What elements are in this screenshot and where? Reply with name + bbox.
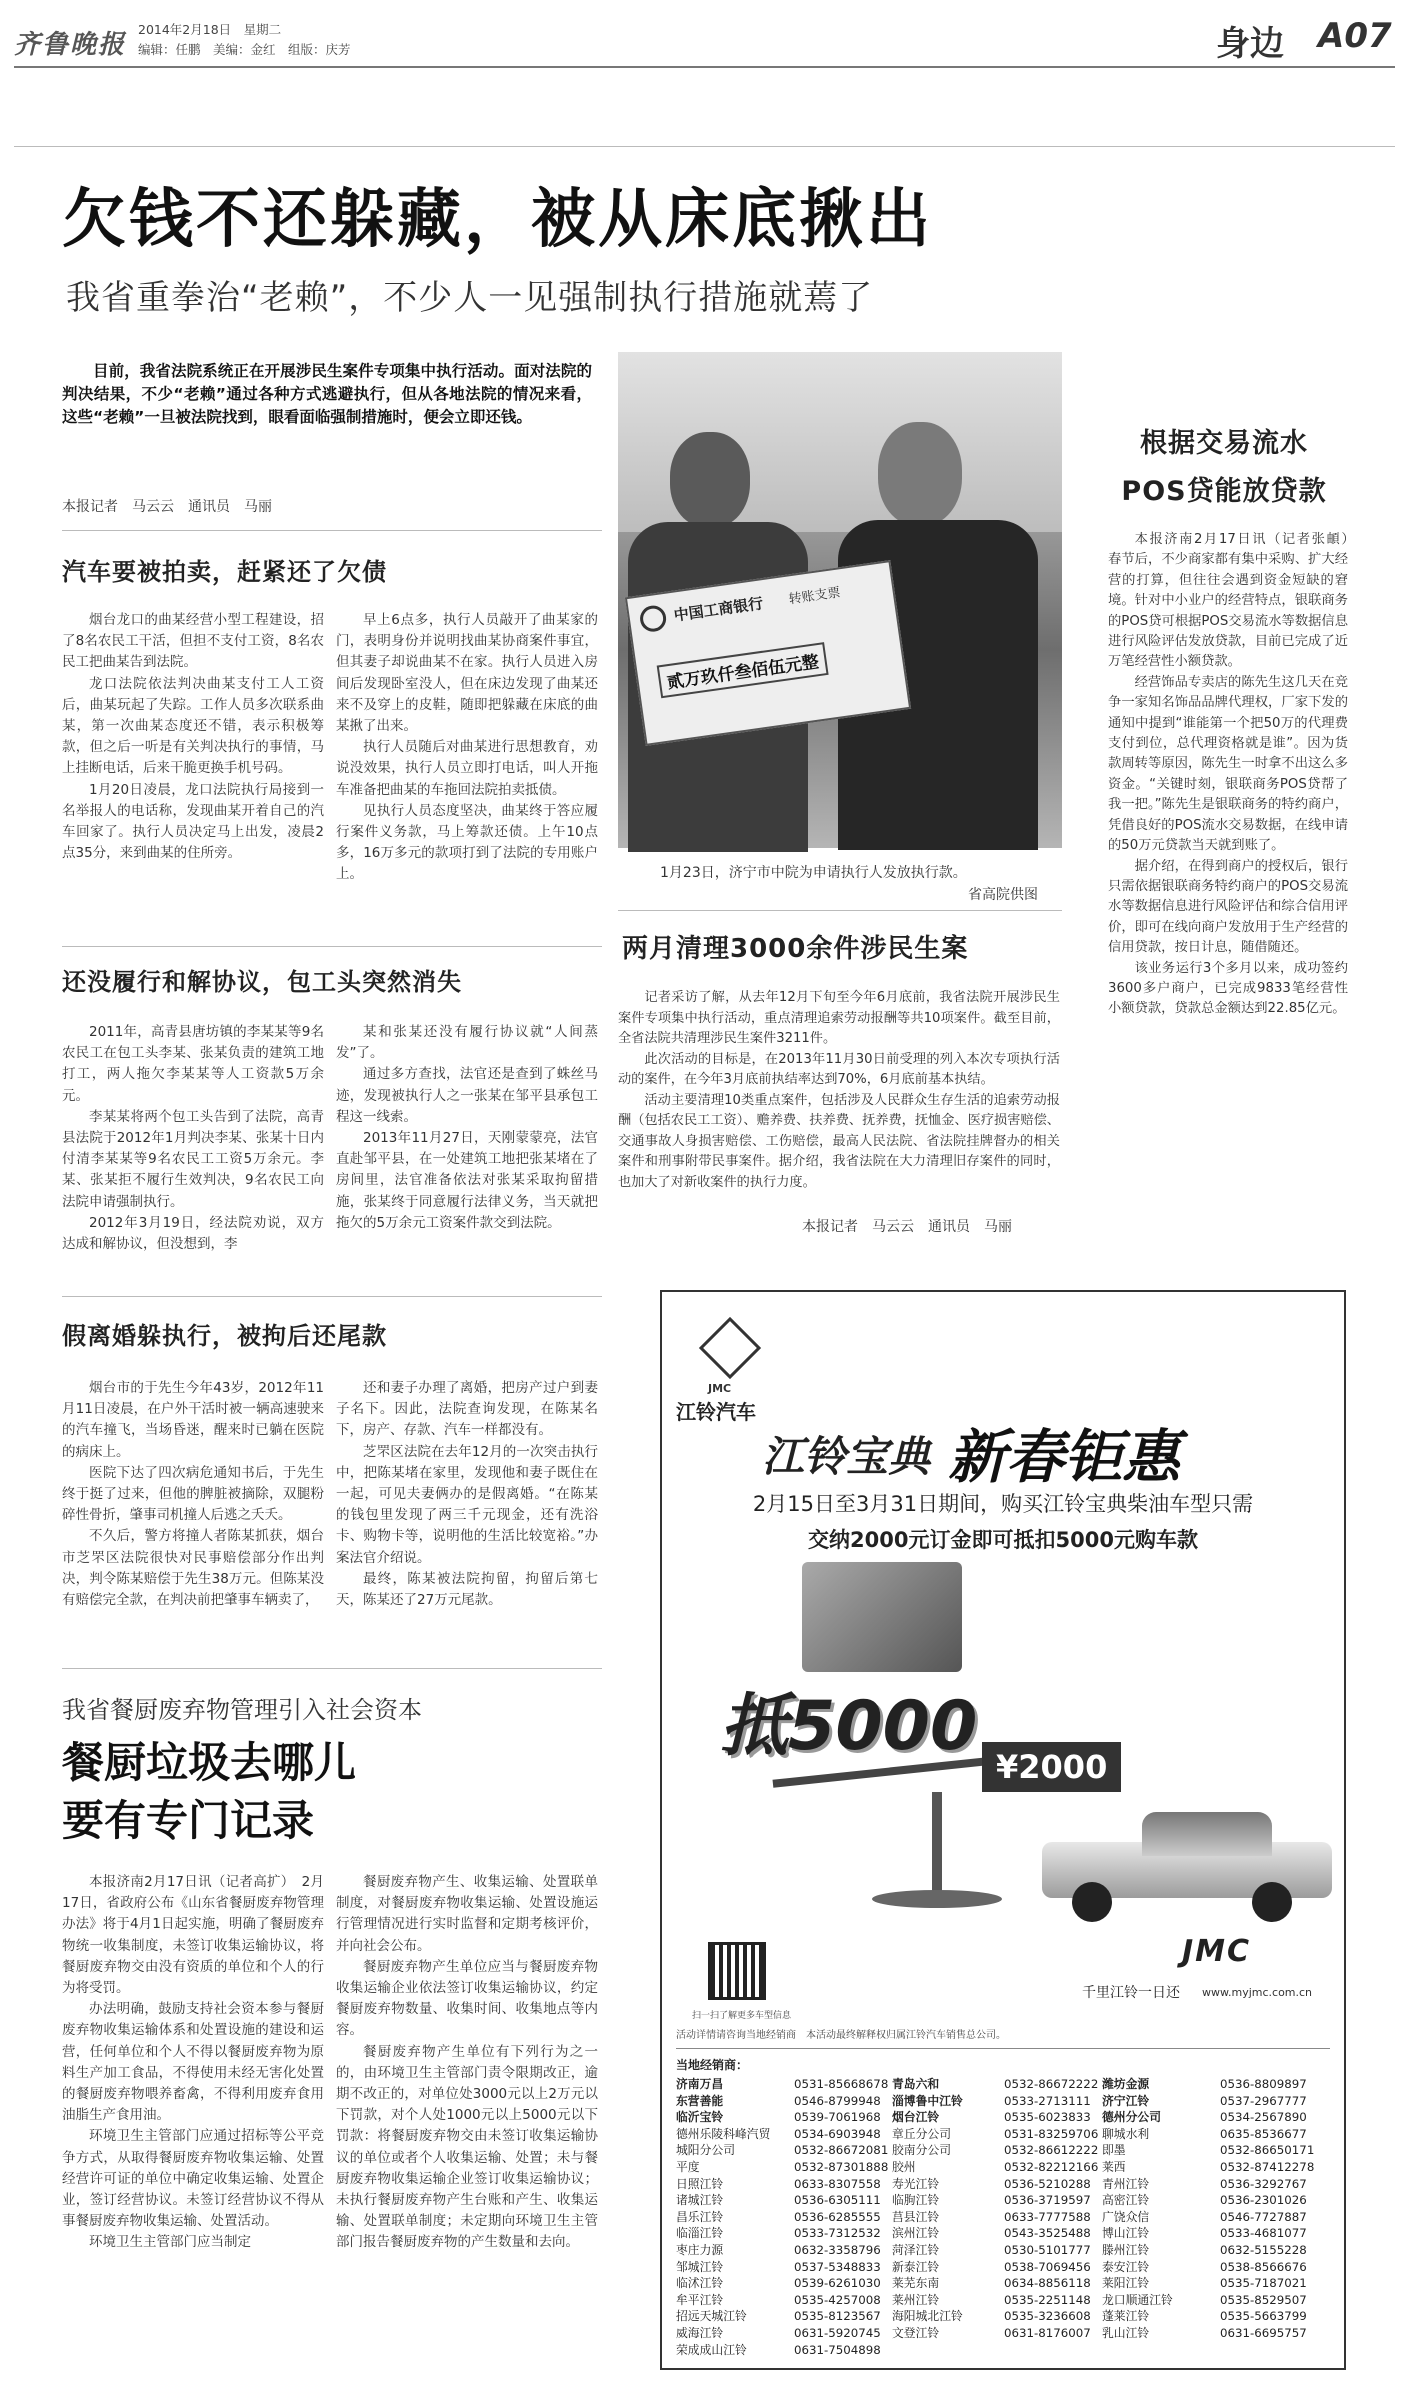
dealer-row (676, 2275, 1336, 2292)
story3-col2 (336, 1378, 598, 1660)
dealer-row (676, 2325, 1336, 2342)
dealer-name: 莱芜东南 (892, 2276, 940, 2291)
story1-col2 (336, 610, 598, 940)
gift-box-graphic (802, 1562, 962, 1672)
qr-code-icon (708, 1942, 766, 2000)
dealer-name: 城阳分公司 (676, 2143, 735, 2158)
dealer-phone (1220, 2342, 1320, 2359)
dealer-name: 潍坊金源 (1102, 2077, 1150, 2091)
header-rule (14, 66, 1395, 68)
dealer-phone: 0536-6305111 (794, 2193, 881, 2208)
dealer-name: 寿光江铃 (892, 2176, 940, 2191)
lead-byline: 本报记者 马云云 通讯员 马丽 (62, 499, 272, 515)
paragraph: 据介绍，在得到商户的授权后，银行只需依据银联商务特约商户的POS交易流水等数据信息进行风险评估和综合信用评价，即可在线向商户发放用于生产经营的信用贷款，按日计息，随借随还。 (1108, 858, 1348, 956)
dealer-phone: 0631-5920745 (794, 2325, 881, 2340)
dealer-phone: 0532-82212166 (1004, 2159, 1099, 2174)
story6-col1 (62, 1872, 324, 2378)
dealer-phone: 0631-6695757 (1220, 2325, 1307, 2340)
dealer-name: 临沭江铃 (676, 2276, 724, 2291)
dealer-name: 临淄江铃 (676, 2226, 724, 2241)
paragraph: 经营饰品专卖店的陈先生这几天在竞争一家知名饰品品牌代理权，厂家下发的通知中提到“谁能第一个把50万的代理费支付到位，总代理资格就是谁”。因为货款周转等原因，陈先生一时拿不出这么多资金。“关键时刻，银联商务POS贷帮了我一把。”陈先生是银联商务的特约商户，凭借良好的POS流水交易数据，在线申请的50万元贷款当天就到账了。 (1108, 674, 1348, 854)
ad-big-offer: 抵5000 (720, 1687, 978, 1766)
paragraph: 烟台市的于先生今年43岁，2012年11月11日凌晨，在户外干活时被一辆高速驶来的汽车撞飞，当场昏迷，醒来时已躺在医院的病床上。 (62, 1380, 324, 1460)
dealer-phone: 0537-2967777 (1220, 2093, 1307, 2108)
story5-body (1108, 530, 1362, 1230)
dealer-row (676, 2192, 1336, 2209)
paragraph: 芝罘区法院在去年12月的一次突击执行中，把陈某堵在家里，发现他和妻子既住在一起，可见夫妻俩办的是假离婚。“在陈某的钱包里发现了两三千元现金，还有洗浴卡、购物卡等，说明他的生活比较宽裕。”办案法官介绍说。 (336, 1443, 598, 1566)
dealer-name: 聊城水利 (1102, 2126, 1150, 2141)
paragraph: 餐厨废弃物产生单位有下列行为之一的，由环境卫生主管部门责令限期改正，逾期不改正的，对单位处3000元以上2万元以下罚款，对个人处1000元以上5000元以下罚款：将餐厨废弃物交由未签订收集运输协议的单位或者个人收集运输、处置；未与餐厨废弃物收集运输企业签订收集运输协议；未执行餐厨废弃物产生台账和产生、收集运输、处置联单制度；未定期向环境卫生主管部门报告餐厨废弃物的产生数量和去向。 (336, 2043, 598, 2251)
story6-col2 (336, 1872, 598, 2378)
paragraph: 还和妻子办理了离婚，把房产过户到妻子名下。因此，法院查询发现，在陈某名下，房产、存款、汽车一样都没有。 (336, 1380, 598, 1439)
dealer-name: 莱州江铃 (892, 2292, 940, 2307)
story4-heading: 两月清理3000余件涉民生案 (622, 934, 969, 964)
dealer-row (676, 2159, 1336, 2176)
dealer-phone: 0535-2251148 (1004, 2292, 1091, 2307)
dealer-phone: 0535-8123567 (794, 2309, 881, 2324)
page-number: A07 (1318, 16, 1392, 56)
story5-heading: 根据交易流水 POS贷能放贷款 (1121, 428, 1327, 507)
dealer-phone: 0534-6903948 (794, 2126, 881, 2141)
dealer-phone: 0539-6261030 (794, 2276, 881, 2291)
ad-headline-b: 新春钜惠 (948, 1423, 1181, 1491)
story3-col1 (62, 1378, 324, 1660)
dealer-name: 莒县江铃 (892, 2209, 940, 2224)
paragraph: 李某某将两个包工头告到了法院，高青县法院于2012年1月判决李某、张某十日内付清李某某等9名农民工工资5万余元。李某、张某拒不履行生效判决，9名农民工向法院申请强制执行。 (62, 1108, 324, 1210)
masthead-logo: 齐鲁晚报 (14, 30, 127, 60)
dealer-name: 滕州江铃 (1102, 2242, 1150, 2257)
dealer-phone: 0635-8536677 (1220, 2126, 1307, 2141)
dealer-phone: 0546-8799948 (794, 2093, 881, 2108)
section-name: 身边 (1216, 24, 1284, 64)
paragraph: 医院下达了四次病危通知书后，于先生终于挺了过来，但他的脾脏被摘除，双腿粉碎性骨折，肇事司机撞人后逃之夭夭。 (62, 1464, 324, 1524)
dealer-name: 文登江铃 (892, 2325, 940, 2340)
dealer-phone: 0539-7061968 (794, 2110, 881, 2125)
dealer-name (1102, 2342, 1220, 2359)
dealer-name: 青州江铃 (1102, 2176, 1150, 2191)
lead-intro: 目前，我省法院系统正在开展涉民生案件专项集中执行活动。面对法院的判决结果，不少“老赖”通过各种方式逃避执行，但从各地法院的情况来看，这些“老赖”一旦被法院找到，眼看面临强制措施时，便会立即还钱。 (62, 362, 592, 426)
dealer-name: 蓬莱江铃 (1102, 2309, 1150, 2324)
paragraph: 此次活动的目标是，在2013年11月30日前受理的列入本次专项执行活动的案件，在今年3月底前执结率达到70%，6月底前基本执结。 (618, 1051, 1060, 1087)
jmc-advertisement (660, 1290, 1346, 2370)
dealer-name: 乳山江铃 (1102, 2325, 1150, 2340)
ad-website: www.myjmc.com.cn (1202, 1986, 1313, 1999)
truck-cab (1142, 1812, 1272, 1856)
jmc-logo-large: JMC (1182, 1934, 1252, 1969)
dealer-row (676, 2076, 1336, 2093)
qr-note: 扫一扫了解更多车型信息 (692, 2011, 792, 2021)
person-right-head (878, 422, 962, 526)
dealer-phone: 0536-6285555 (794, 2209, 881, 2224)
scale-base-graphic (872, 1890, 1002, 1908)
photo-caption: 1月23日，济宁市中院为申请执行人发放执行款。 (660, 865, 967, 881)
dealer-name: 诸城江铃 (676, 2193, 724, 2208)
editor-credits: 编辑：任鹏 美编：金红 组版：庆芳 (138, 42, 351, 57)
dealer-phone: 0536-5210288 (1004, 2176, 1091, 2191)
paragraph: 烟台龙口的曲某经营小型工程建设，招了8名农民工干活，但担不支付工资，8名农民工把曲某告到法院。 (62, 612, 324, 671)
dealer-phone: 0534-2567890 (1220, 2110, 1307, 2125)
paragraph: 本报济南2月17日讯（记者张頔） 春节后，不少商家都有集中采购、扩大经营的打算，但往往会遇到资金短缺的窘境。针对中小业户的经营特点，银联商务的POS贷可根据POS交易流水等数据信息进行风险评估发放贷款，目前已完成了近万笔经营性小额贷款。 (1108, 532, 1362, 670)
dealer-row (676, 2176, 1336, 2193)
dealer-name: 青岛六和 (892, 2077, 940, 2091)
dealer-phone: 0535-5663799 (1220, 2309, 1307, 2324)
check-amount: 贰万玖仟叁佰伍元整 (657, 642, 829, 698)
dealer-row (676, 2126, 1336, 2143)
main-subhead: 我省重拳治“老赖”，不少人一见强制执行措施就蔫了 (66, 278, 874, 318)
dealer-name: 荣成成山江铃 (676, 2342, 747, 2357)
dealer-name: 威海江铃 (676, 2325, 724, 2340)
date-line: 2014年2月18日 星期二 (138, 22, 282, 37)
paragraph: 某和张某还没有履行协议就“人间蒸发”了。 (336, 1024, 598, 1062)
paragraph: 办法明确，鼓励支持社会资本参与餐厨废弃物收集运输体系和处置设施的建设和运营，任何单位和个人不得以餐厨废弃物为原料生产加工食品，不得使用未经无害化处置的餐厨废弃物喂养畜禽，不得利用废弃食用油脂生产食用油。 (62, 2001, 324, 2124)
dealer-phone: 0536-2301026 (1220, 2193, 1307, 2208)
dealer-name: 邹城江铃 (676, 2259, 724, 2274)
dealer-name: 莱阳江铃 (1102, 2276, 1150, 2291)
jmc-logo-icon (699, 1317, 761, 1379)
paragraph: 餐厨废弃物产生、收集运输、处置联单制度，对餐厨废弃物收集运输、处置设施运行管理情况进行实时监督和定期考核评价，并向社会公布。 (336, 1874, 598, 1954)
paragraph: 环境卫生主管部门应当制定 (89, 2234, 251, 2251)
ad-promo-line1: 2月15日至3月31日期间，购买江铃宝典柴油车型只需 (752, 1492, 1254, 1516)
dealer-name: 临朐江铃 (892, 2193, 940, 2208)
dealer-row (676, 2093, 1336, 2110)
paragraph: 本报济南2月17日讯（记者高扩） 2月17日，省政府公布《山东省餐厨废弃物管理办法》将于4月1日起实施，明确了餐厨废弃物统一收集制度，未签订收集运输协议，将餐厨废弃物交由没有资质的单位和个人的行为将受罚。 (62, 1874, 324, 1997)
paragraph: 餐厨废弃物产生单位应当与餐厨废弃物收集运输企业依法签订收集运输协议，约定餐厨废弃物数量、收集时间、收集地点等内容。 (336, 1958, 598, 2039)
dealer-name: 德州乐陵科峰汽贸 (676, 2126, 771, 2141)
dealer-name: 平度 (676, 2159, 700, 2174)
paragraph: 最终，陈某被法院拘留，拘留后第七天，陈某还了27万元尾款。 (336, 1570, 598, 1609)
dealer-phone: 0537-5348833 (794, 2259, 881, 2274)
ad-divider (676, 2048, 1330, 2049)
dealer-phone: 0536-3719597 (1004, 2193, 1091, 2208)
dealer-name: 章丘分公司 (892, 2126, 951, 2141)
main-headline: 欠钱不还躲藏，被从床底揪出 (62, 183, 933, 257)
dealer-row (676, 2225, 1336, 2242)
dealer-row (676, 2308, 1336, 2325)
dealer-name: 广饶众信 (1102, 2209, 1150, 2224)
dealer-phone: 0530-5101777 (1004, 2242, 1091, 2257)
dealer-name: 海阳城北江铃 (892, 2309, 963, 2324)
paragraph: 通过多方查找，法官还是查到了蛛丝马迹，发现被执行人之一张某在邹平县承包工程这一线索。 (336, 1066, 598, 1125)
paragraph: 该业务运行3个多月以来，成功签约3600多户商户，已完成9833笔经营性小额贷款，贷款总金额达到22.85亿元。 (1108, 960, 1348, 1017)
paragraph: 见执行人员态度坚决，曲某终于答应履行案件义务款，马上筹款还债。上午10点多，16万多元的款项打到了法院的专用账户上。 (336, 802, 598, 883)
dealer-phone: 0632-3358796 (794, 2242, 881, 2257)
dealer-name: 龙口顺通江铃 (1102, 2292, 1173, 2307)
ad-disclaimer: 活动详情请咨询当地经销商 本活动最终解释权归属江铃汽车销售总公司。 (676, 2030, 1006, 2041)
dealer-phone: 0533-7312532 (794, 2226, 881, 2241)
story2-col1 (62, 1022, 324, 1292)
dealer-phone: 0532-87301888 (794, 2159, 889, 2174)
news-photo (618, 352, 1062, 848)
dealer-phone: 0532-86672081 (794, 2143, 889, 2158)
dealer-phone: 0546-7727887 (1220, 2209, 1307, 2224)
dealer-name: 牟平江铃 (676, 2292, 724, 2307)
paragraph: 1月20日凌晨，龙口法院执行局接到一名举报人的电话称，发现曲某开着自己的汽车回家了。执行人员决定马上出发，凌晨2点35分，来到曲某的住所旁。 (62, 781, 324, 862)
dealer-row (676, 2342, 1336, 2359)
dealer-name: 胶州 (892, 2159, 916, 2174)
paragraph: 记者采访了解，从去年12月下旬至今年6月底前，我省法院开展涉民生案件专项集中执行活动，重点清理追索劳动报酬等共10项案件。截至目前，全省法院共清理涉民生案件3211件。 (618, 990, 1060, 1046)
dealer-name: 德州分公司 (1102, 2110, 1161, 2125)
dealer-phone: 0532-86650171 (1220, 2143, 1315, 2158)
dealer-name: 博山江铃 (1102, 2226, 1150, 2241)
dealer-phone: 0631-8176007 (1004, 2325, 1091, 2340)
dealer-name: 枣庄力源 (676, 2242, 724, 2257)
dealer-phone: 0631-7504898 (794, 2342, 881, 2357)
dealer-name: 昌乐江铃 (676, 2209, 724, 2224)
pickup-truck-graphic (1042, 1812, 1332, 1922)
ad-headline-a: 江铃宝典 (762, 1432, 931, 1481)
dealer-name: 高密江铃 (1102, 2193, 1150, 2208)
divider (62, 530, 602, 531)
dealer-row (676, 2142, 1336, 2159)
story1-col1 (62, 610, 324, 940)
ad-promo-line2: 交纳2000元订金即可抵扣5000元购车款 (808, 1528, 1198, 1552)
story1-heading: 汽车要被拍卖，赶紧还了欠债 (62, 558, 387, 586)
paragraph: 活动主要清理10类重点案件，包括涉及人民群众生存生活的追索劳动报酬（包括农民工工资）、赡养费、扶养费、抚养费，抚恤金、医疗损害赔偿、交通事故人身损害赔偿、工伤赔偿，最高人民法院、省法院挂牌督办的相关案件和刑事附带民事案件。据介绍，我省法院在大力清理旧存案件的同时，也加大了对新收案件的执行力度。 (618, 1092, 1060, 1190)
dealer-phone: 0532-87412278 (1220, 2159, 1315, 2174)
dealer-phone: 0535-7187021 (1220, 2276, 1307, 2291)
dealer-phone: 0535-4257008 (794, 2292, 881, 2307)
story3-heading: 假离婚躲执行，被拘后还尾款 (62, 1322, 387, 1350)
dealer-name: 招远天城江铃 (676, 2309, 747, 2324)
dealer-phone: 0532-86612222 (1004, 2143, 1099, 2158)
paragraph: 2012年3月19日，经法院劝说，双方达成和解协议，但没想到，李 (62, 1214, 324, 1253)
dealer-name: 淄博鲁中江铃 (892, 2093, 963, 2108)
dealer-row (676, 2292, 1336, 2309)
dealer-phone: 0535-6023833 (1004, 2110, 1091, 2125)
paragraph: 环境卫生主管部门应通过招标等公平竞争方式，从取得餐厨废弃物收集运输、处置经营许可证的单位中确定收集运输、处置企业，签订经营协议。未签订经营协议不得从事餐厨废弃物收集运输、处置活动。 (62, 2128, 324, 2230)
dealer-phone: 0531-83259706 (1004, 2126, 1099, 2141)
dealer-name: 滨州江铃 (892, 2226, 940, 2241)
story2-heading: 还没履行和解协议，包工头突然消失 (62, 968, 462, 996)
paragraph: 龙口法院依法判决曲某支付工人工资后，曲某玩起了失踪。工作人员多次联系曲某，第一次曲某态度还不错，表示积极筹款，但之后一听是有关判决执行的事情，马上挂断电话，后来干脆更换手机号码。 (62, 675, 324, 777)
truck-wheel-rear (1252, 1882, 1292, 1922)
dealer-phone: 0633-8307558 (794, 2176, 881, 2191)
dealer-name: 东营善能 (676, 2093, 724, 2108)
dealer-name: 济南万昌 (676, 2077, 724, 2091)
photo-credit: 省高院供图 (968, 887, 1038, 903)
dealer-phone: 0532-86672222 (1004, 2077, 1099, 2091)
truck-wheel-front (1072, 1882, 1112, 1922)
divider (62, 1296, 602, 1297)
person-left-head (670, 432, 750, 528)
dealer-row (676, 2242, 1336, 2259)
dealer-phone: 0632-5155228 (1220, 2242, 1307, 2257)
dealer-phone: 0533-2713111 (1004, 2093, 1091, 2108)
dealer-phone: 0538-7069456 (1004, 2259, 1091, 2274)
jmc-brand-en: JMC (708, 1382, 732, 1395)
divider (62, 1668, 602, 1669)
dealer-table (676, 2076, 1336, 2358)
paragraph: 不久后，警方将撞人者陈某抓获，烟台市芝罘区法院很快对民事赔偿部分作出判决，判令陈某赔偿于先生38万元。但陈某没有赔偿完全款，在判决前把肇事车辆卖了， (62, 1528, 324, 1609)
story4-byline: 本报记者 马云云 通讯员 马丽 (802, 1219, 1012, 1235)
dealer-name: 菏泽江铃 (892, 2242, 940, 2257)
dealer-name: 胶南分公司 (892, 2143, 951, 2158)
story6-kicker: 我省餐厨废弃物管理引入社会资本 (62, 1696, 422, 1724)
dealer-name: 烟台江铃 (892, 2110, 940, 2125)
dealer-row (676, 2259, 1336, 2276)
dealers-title: 当地经销商： (676, 2058, 749, 2072)
dealer-name: 临沂宝铃 (676, 2110, 724, 2125)
bank-logo-icon (638, 604, 667, 633)
dealer-phone: 0535-8529507 (1220, 2292, 1307, 2307)
dealer-row (676, 2209, 1336, 2226)
check-type: 转账支票 (787, 585, 842, 608)
paragraph: 执行人员随后对曲某进行思想教育，劝说没效果，执行人员立即打电话，叫人开拖车准备把曲某的车拖回法院拍卖抵债。 (336, 739, 598, 798)
paragraph: 2013年11月27日，天刚蒙蒙亮，法官直赴邹平县，在一处建筑工地把张某堵在了房间里，法官准备依法对张某采取拘留措施，张某终于同意履行法律义务，当天就把拖欠的5万余元工资案件款交到法院。 (336, 1130, 598, 1231)
dealer-name: 济宁江铃 (1102, 2093, 1150, 2108)
dealer-phone: 0633-7777588 (1004, 2209, 1091, 2224)
dealer-name: 日照江铃 (676, 2176, 724, 2191)
dealer-phone: 0535-3236608 (1004, 2309, 1091, 2324)
dealer-phone (1004, 2342, 1102, 2359)
story2-col2 (336, 1022, 598, 1292)
dealer-row (676, 2109, 1336, 2126)
dealer-phone: 0634-8856118 (1004, 2276, 1091, 2291)
story4-body (618, 988, 1060, 1212)
dealer-phone: 0538-8566676 (1220, 2259, 1307, 2274)
ad-price-tag: ¥2000 (982, 1742, 1121, 1792)
dealer-name: 即墨 (1102, 2143, 1126, 2158)
dealer-name: 泰安江铃 (1102, 2259, 1150, 2274)
header-rule-thin (14, 146, 1395, 147)
dealer-phone: 0536-8809897 (1220, 2077, 1307, 2091)
dealer-phone: 0533-4681077 (1220, 2226, 1307, 2241)
paragraph: 早上6点多，执行人员敲开了曲某家的门，表明身份并说明找曲某协商案件事宜，但其妻子却说曲某不在家。执行人员进入房间后发现卧室没人，但在床边发现了曲某还来不及穿上的皮鞋，随即把躲藏在床底的曲某揪了出来。 (336, 612, 598, 735)
dealer-phone: 0531-85668678 (794, 2077, 889, 2091)
jmc-brand-cn: 江铃汽车 (676, 1400, 756, 1424)
ad-slogan: 千里江铃一日还 (1082, 1985, 1180, 2001)
dealer-name (892, 2342, 1004, 2359)
dealer-phone: 0536-3292767 (1220, 2176, 1307, 2191)
divider (618, 910, 1062, 911)
dealer-name: 莱西 (1102, 2159, 1126, 2174)
bank-name: 中国工商银行 (672, 594, 765, 625)
story6-headline: 餐厨垃圾去哪儿 要有专门记录 (62, 1738, 357, 1845)
scale-stand-graphic (932, 1792, 942, 1892)
paragraph: 2011年，高青县唐坊镇的李某某等9名农民工在包工头李某、张某负责的建筑工地打工，两人拖欠李某某等人工资款5万余元。 (62, 1024, 324, 1104)
dealer-phone: 0543-3525488 (1004, 2226, 1091, 2241)
divider (62, 946, 602, 947)
dealer-name: 新泰江铃 (892, 2259, 940, 2274)
